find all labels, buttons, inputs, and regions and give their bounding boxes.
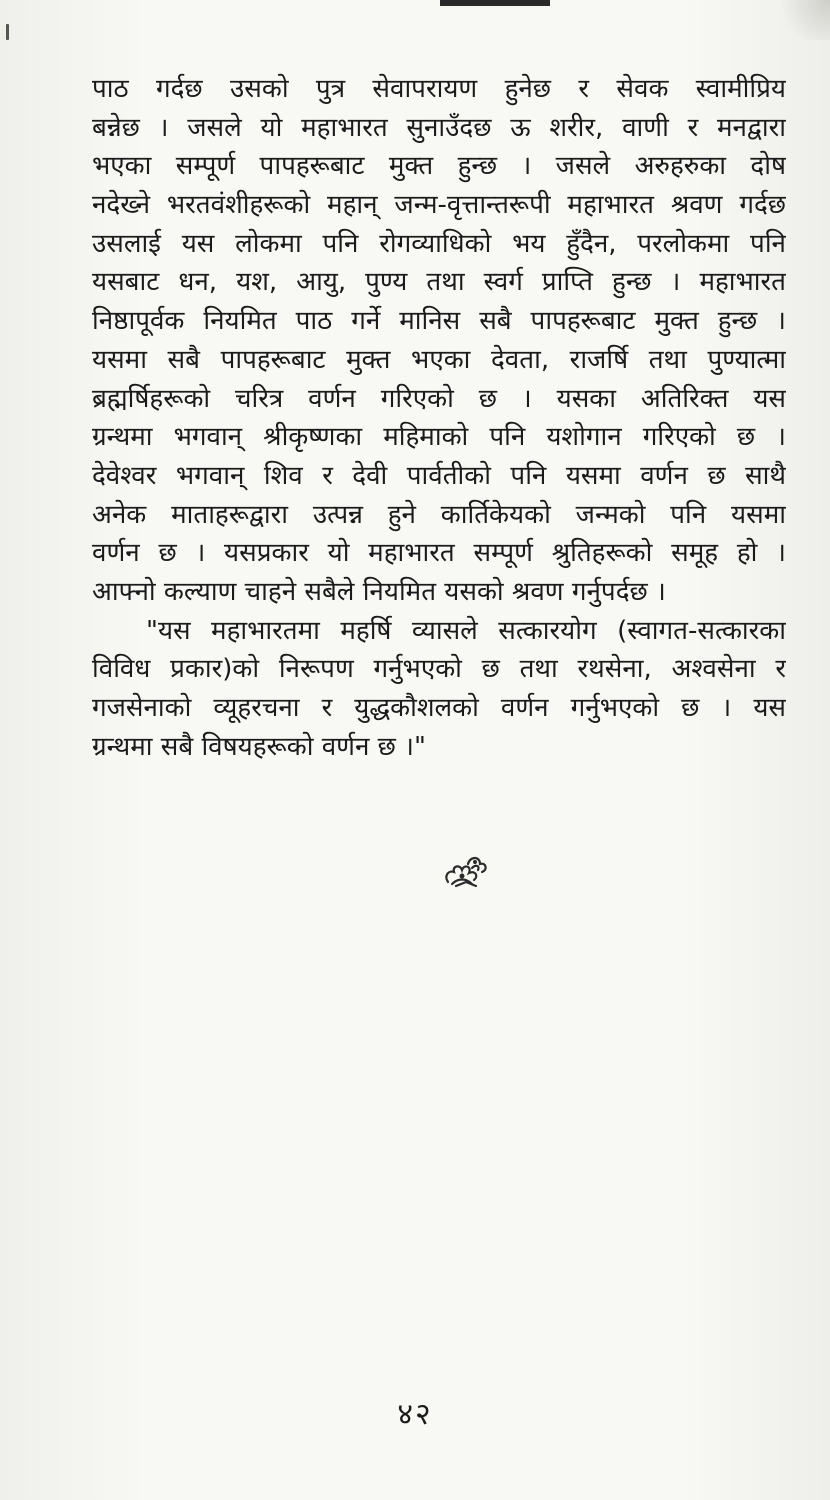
text-line: अनेक माताहरूद्वारा उत्पन्न हुने कार्तिकेयको जन्मको पनि यसमा xyxy=(92,499,786,530)
text-line: भएका सम्पूर्ण पापहरूबाट मुक्त हुन्छ । जसले अरुहरुका दोष xyxy=(92,151,786,182)
quote-line: "यस महाभारतमा महर्षि व्यासले सत्कारयोग (स्वागत-सत्कारका xyxy=(146,615,786,646)
top-edge-tab xyxy=(440,0,550,6)
quote-line: विविध प्रकार)को निरूपण गर्नुभएको छ तथा रथसेना, अश्वसेना र xyxy=(92,654,786,685)
text-line: नदेख्ने भरतवंशीहरूको महान् जन्म-वृत्तान्तरूपी महाभारत श्रवण गर्दछ xyxy=(92,190,786,221)
text-line: यसमा सबै पापहरूबाट मुक्त भएका देवता, राजर्षि तथा पुण्यात्मा xyxy=(92,344,786,375)
text-line: निष्ठापूर्वक नियमित पाठ गर्ने मानिस सबै पापहरूबाट मुक्त हुन्छ । xyxy=(92,306,786,337)
page-number: ४२ xyxy=(397,1397,433,1432)
left-edge-mark xyxy=(6,24,9,40)
text-line: बन्नेछ । जसले यो महाभारत सुनाउँदछ ऊ शरीर, वाणी र मनद्वारा xyxy=(92,112,786,143)
text-line: यसबाट धन, यश, आयु, पुण्य तथा स्वर्ग प्राप्ति हुन्छ । महाभारत xyxy=(92,267,786,298)
text-line: पाठ गर्दछ उसको पुत्र सेवापरायण हुनेछ र सेवक स्वामीप्रिय xyxy=(92,74,786,104)
text-line: उसलाई यस लोकमा पनि रोगव्याधिको भय हुँदैन, परलोकमा पनि xyxy=(92,228,786,259)
text-line: ग्रन्थमा भगवान् श्रीकृष्णका महिमाको पनि यशोगान गरिएको छ । xyxy=(92,422,786,453)
page-corner-shadow xyxy=(770,0,830,40)
floral-ornament-icon xyxy=(442,852,490,890)
quote-line: ग्रन्थमा सबै विषयहरूको वर्णन छ ।" xyxy=(92,731,426,762)
text-line: ब्रह्मर्षिहरूको चरित्र वर्णन गरिएको छ । यसका अतिरिक्त यस xyxy=(92,383,786,414)
text-line: आफ्नो कल्याण चाहने सबैले नियमित यसको श्रवण गर्नुपर्दछ । xyxy=(92,576,666,607)
text-line: देवेश्वर भगवान् शिव र देवी पार्वतीको पनि यसमा वर्णन छ साथै xyxy=(92,460,786,491)
quote-line: गजसेनाको व्यूहरचना र युद्धकौशलको वर्णन गर्नुभएको छ । यस xyxy=(92,693,786,723)
text-line: वर्णन छ । यसप्रकार यो महाभारत सम्पूर्ण श्रुतिहरूको समूह हो । xyxy=(92,538,786,569)
body-text xyxy=(92,70,786,766)
